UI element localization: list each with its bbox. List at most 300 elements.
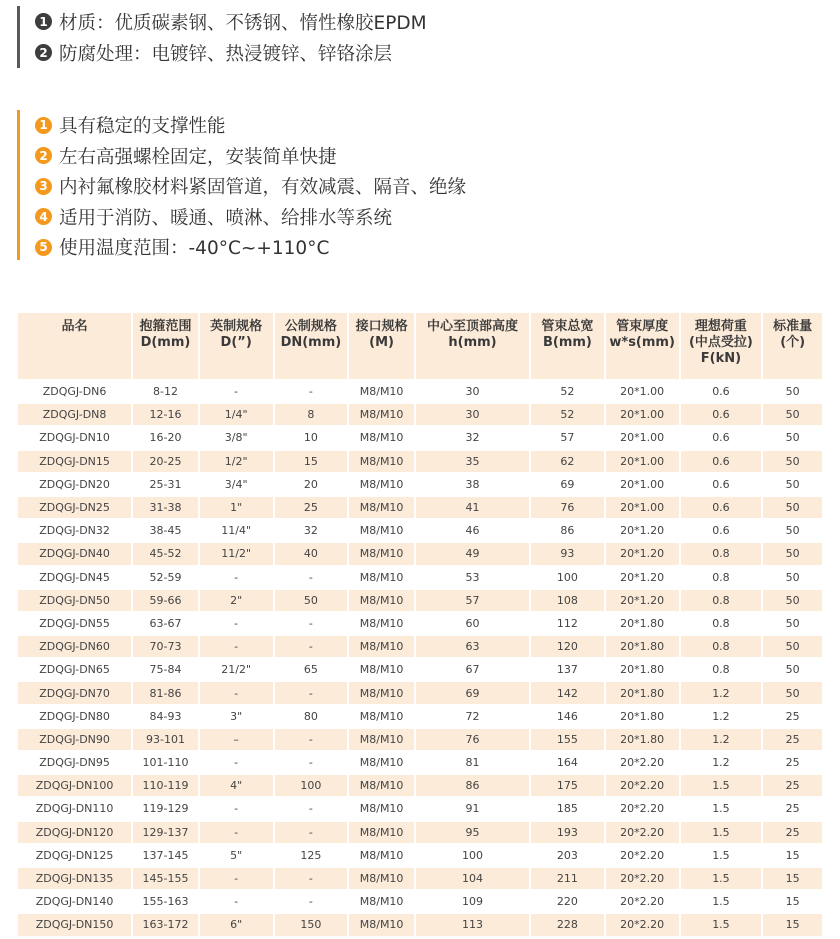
table-cell: 1/2" bbox=[200, 451, 273, 472]
table-cell: 81 bbox=[416, 752, 529, 773]
table-cell: ZDQGJ-DN125 bbox=[18, 845, 131, 866]
feature-text: 具有稳定的支撑性能 bbox=[59, 116, 226, 138]
table-cell: 62 bbox=[531, 451, 604, 472]
table-cell: ZDQGJ-DN65 bbox=[18, 659, 131, 680]
column-header-line: 管束总宽 bbox=[541, 319, 594, 334]
column-header-line: 公制规格 bbox=[284, 319, 337, 334]
table-cell: 0.6 bbox=[681, 404, 762, 425]
table-cell: ZDQGJ-DN15 bbox=[18, 451, 131, 472]
table-cell: 12-16 bbox=[133, 404, 198, 425]
table-cell: 25 bbox=[763, 822, 822, 843]
table-row bbox=[18, 451, 822, 472]
table-cell: 32 bbox=[275, 520, 348, 541]
table-cell: ZDQGJ-DN110 bbox=[18, 798, 131, 819]
table-cell: 20*2.20 bbox=[606, 891, 679, 912]
table-cell: 20*2.20 bbox=[606, 868, 679, 889]
number-badge-icon: 3 bbox=[35, 178, 52, 195]
table-cell: 3/8" bbox=[200, 427, 273, 448]
number-badge-icon: 2 bbox=[35, 44, 52, 61]
table-cell: 63-67 bbox=[133, 613, 198, 634]
table-cell: 185 bbox=[531, 798, 604, 819]
table-cell: 155-163 bbox=[133, 891, 198, 912]
feature-line bbox=[35, 202, 466, 233]
table-cell: 60 bbox=[416, 613, 529, 634]
table-cell: 100 bbox=[275, 775, 348, 796]
table-cell: – bbox=[200, 729, 273, 750]
column-header bbox=[531, 313, 604, 379]
table-cell: 50 bbox=[763, 659, 822, 680]
table-cell: 16-20 bbox=[133, 427, 198, 448]
table-cell: 25 bbox=[275, 497, 348, 518]
table-cell: 20*2.20 bbox=[606, 822, 679, 843]
table-cell: ZDQGJ-DN95 bbox=[18, 752, 131, 773]
table-cell: 32 bbox=[416, 427, 529, 448]
table-cell: ZDQGJ-DN6 bbox=[18, 381, 131, 402]
table-cell: 20*2.20 bbox=[606, 914, 679, 935]
table-cell: - bbox=[275, 613, 348, 634]
table-cell: 113 bbox=[416, 914, 529, 935]
table-cell: M8/M10 bbox=[349, 613, 414, 634]
table-cell: M8/M10 bbox=[349, 543, 414, 564]
table-row bbox=[18, 775, 822, 796]
table-cell: ZDQGJ-DN32 bbox=[18, 520, 131, 541]
table-cell: 46 bbox=[416, 520, 529, 541]
table-row bbox=[18, 474, 822, 495]
table-cell: - bbox=[200, 682, 273, 703]
table-cell: - bbox=[200, 567, 273, 588]
table-cell: 20*2.20 bbox=[606, 845, 679, 866]
table-cell: 91 bbox=[416, 798, 529, 819]
column-header-line: B(mm) bbox=[542, 335, 592, 350]
table-cell: 220 bbox=[531, 891, 604, 912]
table-cell: 20*2.20 bbox=[606, 798, 679, 819]
number-badge-icon: 1 bbox=[35, 13, 52, 30]
table-cell: 25 bbox=[763, 775, 822, 796]
table-cell: 110-119 bbox=[133, 775, 198, 796]
table-cell: 11/4" bbox=[200, 520, 273, 541]
material-text: 材质：优质碳素钢、不锈钢、惰性橡胶EPDM bbox=[59, 12, 427, 34]
table-cell: 20*2.20 bbox=[606, 752, 679, 773]
table-cell: ZDQGJ-DN90 bbox=[18, 729, 131, 750]
table-header-row bbox=[18, 313, 822, 379]
table-cell: 35 bbox=[416, 451, 529, 472]
table-cell: M8/M10 bbox=[349, 891, 414, 912]
table-cell: 109 bbox=[416, 891, 529, 912]
table-cell: 1.2 bbox=[681, 682, 762, 703]
table-cell: 112 bbox=[531, 613, 604, 634]
table-cell: 86 bbox=[531, 520, 604, 541]
table-cell: 1.5 bbox=[681, 845, 762, 866]
table-cell: 50 bbox=[763, 381, 822, 402]
table-cell: M8/M10 bbox=[349, 775, 414, 796]
table-cell: 69 bbox=[531, 474, 604, 495]
column-header-line: DN(mm) bbox=[280, 335, 342, 350]
table-cell: 52 bbox=[531, 404, 604, 425]
table-cell: ZDQGJ-DN45 bbox=[18, 567, 131, 588]
table-cell: 175 bbox=[531, 775, 604, 796]
table-cell: 0.6 bbox=[681, 381, 762, 402]
table-cell: ZDQGJ-DN25 bbox=[18, 497, 131, 518]
table-cell: 50 bbox=[763, 404, 822, 425]
table-cell: 1.5 bbox=[681, 891, 762, 912]
table-cell: 0.6 bbox=[681, 474, 762, 495]
column-header-line: w*s(mm) bbox=[609, 335, 675, 350]
table-cell: 95 bbox=[416, 822, 529, 843]
table-cell: M8/M10 bbox=[349, 845, 414, 866]
table-cell: M8/M10 bbox=[349, 706, 414, 727]
table-cell: 100 bbox=[531, 567, 604, 588]
table-cell: - bbox=[200, 752, 273, 773]
feature-text: 适用于消防、暖通、喷淋、给排水等系统 bbox=[59, 207, 393, 229]
table-cell: M8/M10 bbox=[349, 729, 414, 750]
table-cell: 65 bbox=[275, 659, 348, 680]
table-cell: 10 bbox=[275, 427, 348, 448]
column-header-line: (M) bbox=[369, 335, 394, 350]
table-cell: 120 bbox=[531, 636, 604, 657]
column-header bbox=[18, 313, 131, 379]
table-cell: M8/M10 bbox=[349, 822, 414, 843]
table-cell: - bbox=[200, 822, 273, 843]
table-cell: 20*1.20 bbox=[606, 543, 679, 564]
table-cell: 57 bbox=[531, 427, 604, 448]
table-cell: 30 bbox=[416, 404, 529, 425]
column-header-line: 理想荷重 bbox=[694, 319, 747, 334]
table-cell: 0.6 bbox=[681, 451, 762, 472]
table-cell: ZDQGJ-DN8 bbox=[18, 404, 131, 425]
table-cell: M8/M10 bbox=[349, 590, 414, 611]
table-cell: 0.8 bbox=[681, 590, 762, 611]
table-cell: ZDQGJ-DN100 bbox=[18, 775, 131, 796]
table-cell: 3" bbox=[200, 706, 273, 727]
table-cell: 1.5 bbox=[681, 775, 762, 796]
feature-line bbox=[35, 232, 466, 263]
table-cell: 228 bbox=[531, 914, 604, 935]
table-cell: 155 bbox=[531, 729, 604, 750]
table-cell: 203 bbox=[531, 845, 604, 866]
table-cell: M8/M10 bbox=[349, 798, 414, 819]
table-cell: 0.6 bbox=[681, 427, 762, 448]
table-cell: 50 bbox=[763, 451, 822, 472]
table-cell: 20*1.00 bbox=[606, 404, 679, 425]
table-cell: 150 bbox=[275, 914, 348, 935]
column-header-line: (个) bbox=[780, 335, 806, 350]
table-cell: 15 bbox=[763, 868, 822, 889]
table-cell: - bbox=[275, 798, 348, 819]
table-row bbox=[18, 891, 822, 912]
table-cell: 0.8 bbox=[681, 659, 762, 680]
table-cell: M8/M10 bbox=[349, 427, 414, 448]
table-row bbox=[18, 520, 822, 541]
table-cell: 125 bbox=[275, 845, 348, 866]
table-cell: 20*1.80 bbox=[606, 729, 679, 750]
table-cell: 1.5 bbox=[681, 914, 762, 935]
table-row bbox=[18, 798, 822, 819]
table-row bbox=[18, 567, 822, 588]
table-cell: 75-84 bbox=[133, 659, 198, 680]
table-cell: 25 bbox=[763, 706, 822, 727]
column-header-line: D(mm) bbox=[140, 335, 191, 350]
number-badge-icon: 5 bbox=[35, 239, 52, 256]
table-cell: 119-129 bbox=[133, 798, 198, 819]
table-cell: M8/M10 bbox=[349, 381, 414, 402]
material-section bbox=[17, 6, 427, 68]
table-cell: ZDQGJ-DN70 bbox=[18, 682, 131, 703]
table-cell: 20*1.00 bbox=[606, 474, 679, 495]
table-cell: 163-172 bbox=[133, 914, 198, 935]
table-row bbox=[18, 613, 822, 634]
table-cell: 40 bbox=[275, 543, 348, 564]
table-cell: - bbox=[200, 798, 273, 819]
table-cell: 50 bbox=[763, 474, 822, 495]
table-cell: 63 bbox=[416, 636, 529, 657]
table-cell: - bbox=[200, 613, 273, 634]
table-cell: 31-38 bbox=[133, 497, 198, 518]
column-header bbox=[606, 313, 679, 379]
column-header-line: D(”) bbox=[220, 335, 252, 350]
feature-line bbox=[35, 171, 466, 202]
table-cell: 20*1.20 bbox=[606, 567, 679, 588]
table-row bbox=[18, 659, 822, 680]
table-cell: 21/2" bbox=[200, 659, 273, 680]
table-body bbox=[18, 381, 822, 936]
table-cell: 38 bbox=[416, 474, 529, 495]
table-cell: ZDQGJ-DN80 bbox=[18, 706, 131, 727]
table-cell: - bbox=[275, 636, 348, 657]
table-cell: - bbox=[275, 381, 348, 402]
feature-text: 内衬氟橡胶材料紧固管道，有效减震、隔音、绝缘 bbox=[59, 177, 467, 199]
table-row bbox=[18, 427, 822, 448]
table-cell: ZDQGJ-DN60 bbox=[18, 636, 131, 657]
table-cell: 50 bbox=[763, 682, 822, 703]
table-cell: 20*1.00 bbox=[606, 381, 679, 402]
table-cell: 45-52 bbox=[133, 543, 198, 564]
table-cell: 0.6 bbox=[681, 520, 762, 541]
column-header-line: 英制规格 bbox=[210, 319, 263, 334]
number-badge-icon: 4 bbox=[35, 208, 52, 225]
table-cell: 104 bbox=[416, 868, 529, 889]
table-cell: 59-66 bbox=[133, 590, 198, 611]
table-cell: 1.5 bbox=[681, 798, 762, 819]
table-cell: 0.8 bbox=[681, 613, 762, 634]
table-cell: 25 bbox=[763, 798, 822, 819]
table-cell: 146 bbox=[531, 706, 604, 727]
table-cell: 50 bbox=[763, 543, 822, 564]
column-header-line: 接口规格 bbox=[355, 319, 408, 334]
table-cell: 1" bbox=[200, 497, 273, 518]
table-cell: 52 bbox=[531, 381, 604, 402]
table-cell: 1.2 bbox=[681, 706, 762, 727]
table-cell: 1.2 bbox=[681, 729, 762, 750]
table-cell: 41 bbox=[416, 497, 529, 518]
table-cell: 20*1.00 bbox=[606, 427, 679, 448]
table-cell: 145-155 bbox=[133, 868, 198, 889]
table-cell: 67 bbox=[416, 659, 529, 680]
table-cell: - bbox=[275, 729, 348, 750]
table-cell: 129-137 bbox=[133, 822, 198, 843]
table-cell: 20*1.20 bbox=[606, 590, 679, 611]
column-header-line: F(kN) bbox=[700, 351, 742, 366]
table-cell: 15 bbox=[763, 891, 822, 912]
table-cell: 1.2 bbox=[681, 752, 762, 773]
table-cell: 15 bbox=[763, 914, 822, 935]
table-cell: 20*1.80 bbox=[606, 636, 679, 657]
table-cell: M8/M10 bbox=[349, 682, 414, 703]
table-cell: 2" bbox=[200, 590, 273, 611]
column-header bbox=[416, 313, 529, 379]
table-cell: 20*1.00 bbox=[606, 497, 679, 518]
table-cell: 5" bbox=[200, 845, 273, 866]
table-cell: - bbox=[200, 891, 273, 912]
table-cell: 86 bbox=[416, 775, 529, 796]
table-cell: 70-73 bbox=[133, 636, 198, 657]
table-cell: M8/M10 bbox=[349, 636, 414, 657]
table-cell: 20-25 bbox=[133, 451, 198, 472]
table-cell: M8/M10 bbox=[349, 567, 414, 588]
table-cell: M8/M10 bbox=[349, 659, 414, 680]
table-cell: ZDQGJ-DN10 bbox=[18, 427, 131, 448]
table-row bbox=[18, 914, 822, 935]
table-row bbox=[18, 706, 822, 727]
column-header-line: (中点受拉) bbox=[688, 335, 753, 350]
feature-line bbox=[35, 141, 466, 172]
table-cell: 80 bbox=[275, 706, 348, 727]
table-cell: 93 bbox=[531, 543, 604, 564]
table-cell: - bbox=[275, 567, 348, 588]
table-cell: ZDQGJ-DN150 bbox=[18, 914, 131, 935]
table-row bbox=[18, 404, 822, 425]
table-cell: 25 bbox=[763, 752, 822, 773]
column-header bbox=[763, 313, 822, 379]
table-cell: M8/M10 bbox=[349, 474, 414, 495]
table-cell: - bbox=[275, 752, 348, 773]
table-row bbox=[18, 590, 822, 611]
table-cell: 0.8 bbox=[681, 543, 762, 564]
table-cell: M8/M10 bbox=[349, 520, 414, 541]
table-cell: M8/M10 bbox=[349, 868, 414, 889]
table-row bbox=[18, 822, 822, 843]
table-cell: 142 bbox=[531, 682, 604, 703]
number-badge-icon: 1 bbox=[35, 117, 52, 134]
table-cell: 20*1.80 bbox=[606, 659, 679, 680]
feature-line bbox=[35, 110, 466, 141]
table-cell: M8/M10 bbox=[349, 497, 414, 518]
table-cell: 1.5 bbox=[681, 822, 762, 843]
table-cell: ZDQGJ-DN55 bbox=[18, 613, 131, 634]
features-section bbox=[17, 110, 466, 260]
table-cell: 20*1.80 bbox=[606, 613, 679, 634]
table-cell: 20*1.80 bbox=[606, 682, 679, 703]
column-header bbox=[681, 313, 762, 379]
treatment-text: 防腐处理：电镀锌、热浸镀锌、锌铬涂层 bbox=[59, 43, 393, 65]
table-cell: 20*1.80 bbox=[606, 706, 679, 727]
table-cell: 50 bbox=[763, 636, 822, 657]
table-cell: 100 bbox=[416, 845, 529, 866]
table-row bbox=[18, 497, 822, 518]
table-cell: ZDQGJ-DN40 bbox=[18, 543, 131, 564]
number-badge-icon: 2 bbox=[35, 147, 52, 164]
column-header bbox=[133, 313, 198, 379]
table-cell: 11/2" bbox=[200, 543, 273, 564]
table-row bbox=[18, 682, 822, 703]
column-header-line: 品名 bbox=[61, 319, 88, 334]
column-header-line: 管束厚度 bbox=[616, 319, 669, 334]
table-cell: 76 bbox=[531, 497, 604, 518]
table-cell: 53 bbox=[416, 567, 529, 588]
table-cell: 20*1.00 bbox=[606, 451, 679, 472]
material-line bbox=[35, 6, 427, 37]
table-cell: 49 bbox=[416, 543, 529, 564]
table-cell: 38-45 bbox=[133, 520, 198, 541]
table-cell: 50 bbox=[275, 590, 348, 611]
table-cell: 211 bbox=[531, 868, 604, 889]
table-cell: 57 bbox=[416, 590, 529, 611]
table-row bbox=[18, 845, 822, 866]
table-cell: 84-93 bbox=[133, 706, 198, 727]
table-cell: M8/M10 bbox=[349, 451, 414, 472]
table-cell: 3/4" bbox=[200, 474, 273, 495]
table-cell: 193 bbox=[531, 822, 604, 843]
feature-text: 左右高强螺栓固定，安装简单快捷 bbox=[59, 146, 337, 168]
table-cell: 20*1.20 bbox=[606, 520, 679, 541]
table-row bbox=[18, 636, 822, 657]
table-cell: 50 bbox=[763, 427, 822, 448]
table-row bbox=[18, 381, 822, 402]
table-cell: 15 bbox=[763, 845, 822, 866]
table-cell: - bbox=[275, 868, 348, 889]
table-cell: M8/M10 bbox=[349, 914, 414, 935]
table-cell: 25 bbox=[763, 729, 822, 750]
column-header-line: 标准量 bbox=[773, 319, 813, 334]
table-row bbox=[18, 868, 822, 889]
table-row bbox=[18, 752, 822, 773]
table-cell: 50 bbox=[763, 497, 822, 518]
table-cell: 0.6 bbox=[681, 497, 762, 518]
table-cell: 1.5 bbox=[681, 868, 762, 889]
treatment-line bbox=[35, 37, 427, 68]
table-cell: 0.8 bbox=[681, 567, 762, 588]
table-cell: 20*2.20 bbox=[606, 775, 679, 796]
column-header-line: 中心至顶部高度 bbox=[426, 319, 518, 334]
table-cell: 25-31 bbox=[133, 474, 198, 495]
table-row bbox=[18, 729, 822, 750]
table-cell: 20 bbox=[275, 474, 348, 495]
table-cell: - bbox=[275, 891, 348, 912]
table-cell: 69 bbox=[416, 682, 529, 703]
spec-table bbox=[16, 311, 824, 938]
column-header bbox=[200, 313, 273, 379]
table-cell: 108 bbox=[531, 590, 604, 611]
table-cell: - bbox=[275, 822, 348, 843]
table-cell: 0.8 bbox=[681, 636, 762, 657]
table-cell: ZDQGJ-DN135 bbox=[18, 868, 131, 889]
table-cell: 81-86 bbox=[133, 682, 198, 703]
table-cell: 137-145 bbox=[133, 845, 198, 866]
table-cell: - bbox=[275, 682, 348, 703]
table-cell: ZDQGJ-DN20 bbox=[18, 474, 131, 495]
table-cell: 50 bbox=[763, 520, 822, 541]
table-cell: ZDQGJ-DN140 bbox=[18, 891, 131, 912]
table-cell: 1/4" bbox=[200, 404, 273, 425]
table-cell: 6" bbox=[200, 914, 273, 935]
table-cell: 50 bbox=[763, 567, 822, 588]
column-header-line: h(mm) bbox=[448, 335, 497, 350]
table-cell: 93-101 bbox=[133, 729, 198, 750]
table-cell: M8/M10 bbox=[349, 752, 414, 773]
table-cell: - bbox=[200, 636, 273, 657]
table-cell: 50 bbox=[763, 613, 822, 634]
table-cell: - bbox=[200, 381, 273, 402]
feature-text: 使用温度范围：-40°C~+110°C bbox=[59, 238, 330, 260]
